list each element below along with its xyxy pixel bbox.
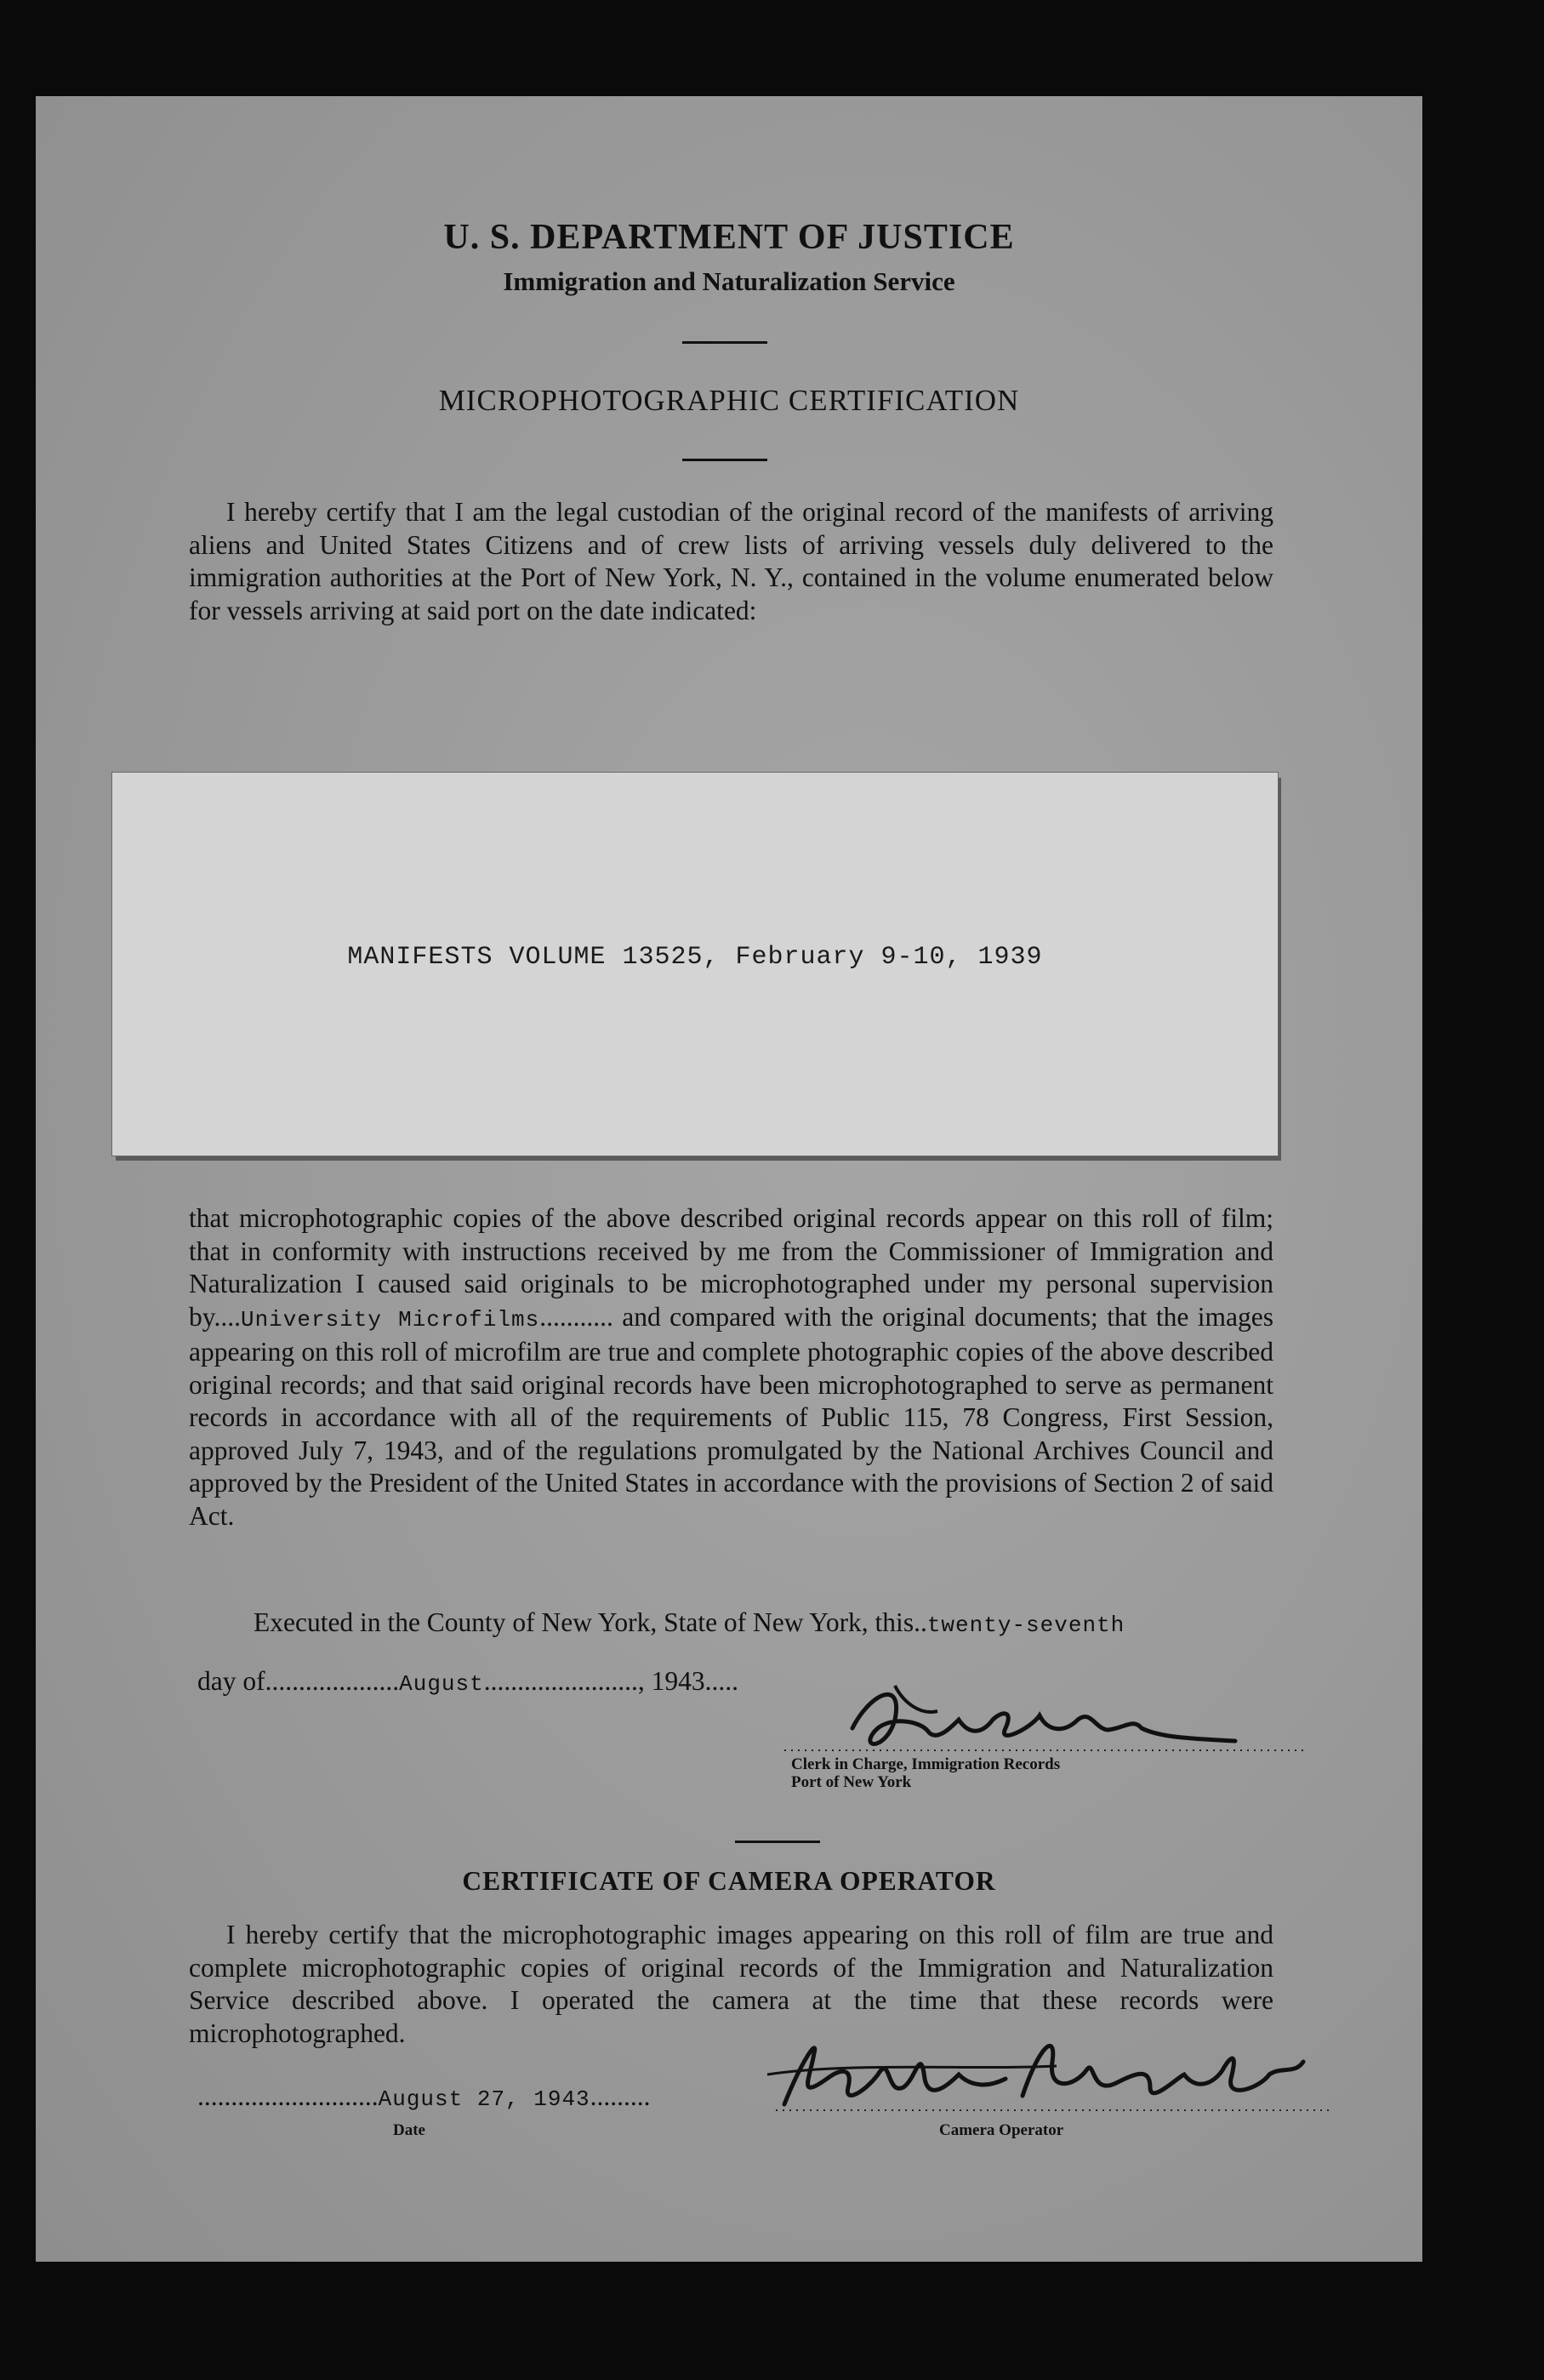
divider-rule xyxy=(735,1841,820,1843)
camera-operator-label: Camera Operator xyxy=(939,2121,1064,2139)
date-label: Date xyxy=(393,2121,425,2139)
year-digit: 3 xyxy=(691,1666,705,1696)
camera-operator-signature xyxy=(750,2028,1329,2121)
body-part-1: that microphotographic copies of the above described original records appear on this roll of film; that in conformity with instructions received by me from the Commissioner of Immigration and Naturalization I caused said originals to be microphotographed under my personal supervision by xyxy=(189,1203,1273,1332)
day-of-line: day of....................August......................., 1943..... xyxy=(197,1666,738,1697)
body-part-2: and compared with the original documents; that the images appearing on this roll of microfilm are true and complete photographic copies of the above described original records; and that said original records have been microphotographed to serve as permanent records in accordance with all of the requirements of Public 115, 78 Congress, First Session, approved July 7, 1943, and of the regulations promulgated by the National Archives Council and approved by the President of the United States in accordance with the provisions of Section 2 of said Act. xyxy=(189,1301,1274,1531)
clerk-title-line-2: Port of New York xyxy=(791,1773,912,1791)
volume-card xyxy=(112,773,1278,1156)
certification-title: MICROPHOTOGRAPHIC CERTIFICATION xyxy=(438,384,1020,417)
divider-rule xyxy=(682,459,767,461)
certification-body: that microphotographic copies of the above described original records appear on this roll of film; that in conformity with instructions received by me from the Commissioner of Immigration and Naturalization I caused said originals to be microphotographed under my personal supervision by....University Microfilms........... and compared with the original documents; that the images appearing on this roll of microfilm are true and complete photographic copies of the above described original records; and that said original records have been microphotographed to serve as permanent records in accordance with all of the requirements of Public 115, 78 Congress, First Session, approved July 7, 1943, and of the regulations promulgated by the National Archives Council and approved by the President of the United States in accordance with the provisions of Section 2 of said Act. xyxy=(189,1203,1274,1531)
year-prefix: , 194 xyxy=(637,1666,692,1696)
clerk-title-line-1: Clerk in Charge, Immigration Records xyxy=(791,1755,1061,1773)
execution-text: Executed in the County of New York, State of New York, this xyxy=(254,1607,914,1637)
day-of-label: day of xyxy=(197,1666,265,1696)
camera-certificate-text: I hereby certify that the microphotographic images appearing on this roll of film are true and complete microphotographic copies of original records of the Immigration and Naturalization Service described above. I operated the camera at the time that these records were microphotographed. xyxy=(189,1920,1273,2048)
filmed-by-field: University Microfilms xyxy=(240,1306,540,1333)
volume-label: MANIFESTS VOLUME 13525, February 9-10, 1939 xyxy=(347,943,1043,972)
execution-day-field: twenty-seventh xyxy=(926,1612,1125,1638)
clerk-signature xyxy=(759,1669,1303,1762)
execution-line: Executed in the County of New York, State of New York, this..twenty-seventh xyxy=(254,1607,1125,1638)
execution-month-field: August xyxy=(399,1671,484,1697)
clerk-title xyxy=(791,1755,1060,1791)
service-subheading: Immigration and Naturalization Service xyxy=(503,266,955,296)
department-heading: U. S. DEPARTMENT OF JUSTICE xyxy=(443,218,1015,257)
divider-rule xyxy=(682,341,767,344)
camera-date-line: ...........................August 27, 1943......... xyxy=(197,2081,651,2112)
certificate-sheet xyxy=(36,96,1422,2262)
camera-certificate-title: CERTIFICATE OF CAMERA OPERATOR xyxy=(462,1866,996,1896)
camera-date-field: August 27, 1943 xyxy=(378,2086,590,2112)
intro-paragraph: I hereby certify that I am the legal custodian of the original record of the manifests of arriving aliens and United States Citizens and of crew lists of arriving vessels duly delivered to the immigration authorities at the Port of New York, N. Y., contained in the volume enumerated below for vessels arriving at said port on the date indicated: xyxy=(189,497,1273,625)
